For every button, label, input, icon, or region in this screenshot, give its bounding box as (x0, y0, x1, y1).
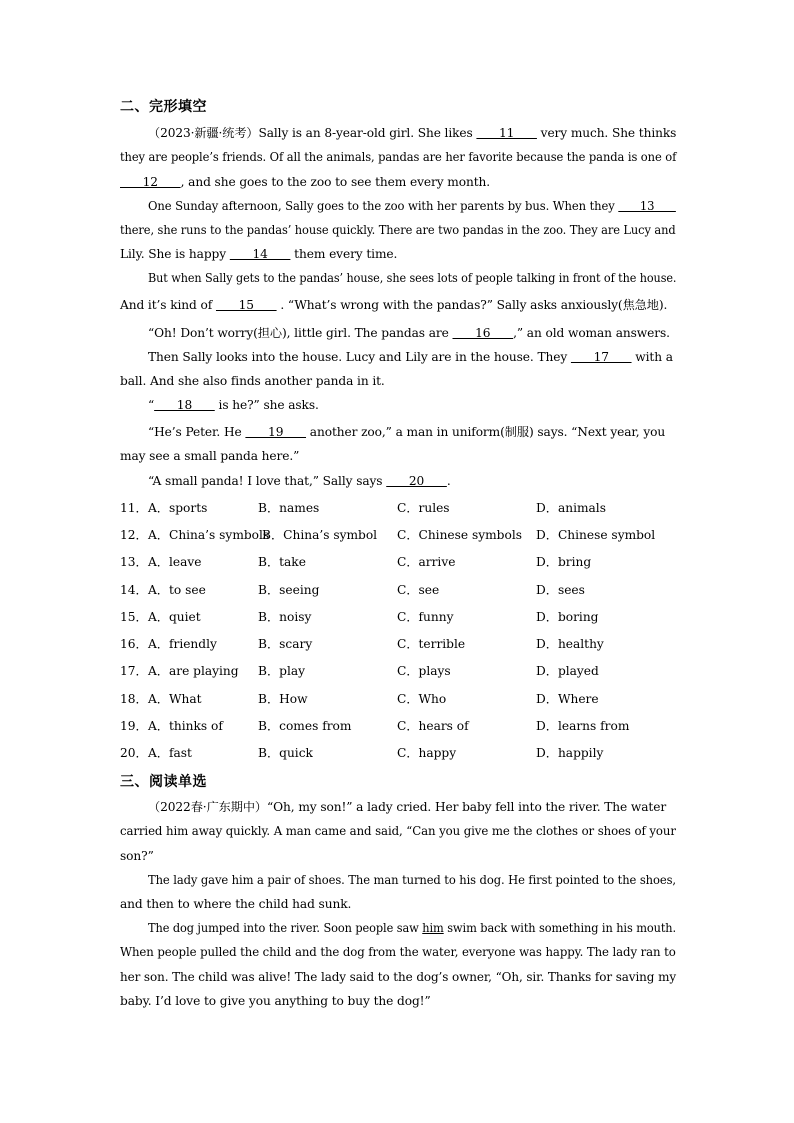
option-b: B．noisy (258, 610, 312, 624)
reading-line: The lady gave him a pair of shoes. The man turned to his dog. He first pointed to the shoes, (148, 873, 676, 887)
option-c: C．terrible (397, 637, 466, 651)
option-d: D．happily (536, 746, 604, 760)
passage-line: Then Sally looks into the house. Lucy and Lily are in the house. They 17 with a (148, 350, 673, 364)
passage-line: Lily. She is happy 14 them every time. (120, 247, 398, 261)
question-number: 14． (120, 583, 148, 597)
reading-line: baby. I’d love to give you anything to buy the dog!” (120, 994, 431, 1008)
option-d: D．learns from (536, 719, 630, 733)
reading-line: When people pulled the child and the dog from the water, everyone was happy. The lady ran to (120, 945, 676, 959)
blank-19: 19 (245, 425, 307, 439)
blank-11: 11 (476, 126, 537, 140)
option-c: C．funny (397, 610, 454, 624)
option-d: D．boring (536, 610, 599, 624)
passage-line: 12 , and she goes to the zoo to see them every month. (120, 175, 491, 189)
blank-13: 13 (618, 199, 676, 213)
option-a: A．leave (148, 555, 202, 569)
question-number: 15． (120, 610, 148, 624)
option-b: B．take (258, 555, 306, 569)
option-a: A．to see (148, 583, 206, 597)
question-number: 11． (120, 501, 148, 515)
passage-line: “He’s Peter. He 19 another zoo,” a man in uniform(制服) says. “Next year, you (148, 425, 666, 439)
passage-line: “Oh! Don’t worry(担心), little girl. The pandas are 16 ,” an old woman answers. (148, 326, 670, 340)
option-d: D．animals (536, 501, 606, 515)
option-c: C．plays (397, 664, 451, 678)
question-number: 18． (120, 692, 148, 706)
option-b: B．quick (258, 746, 313, 760)
passage-line: “A small panda! I love that,” Sally says 20 . (148, 474, 451, 488)
option-c: C．rules (397, 501, 450, 515)
reading-line: and then to where the child had sunk. (120, 897, 352, 911)
option-c: C．see (397, 583, 440, 597)
option-d: D．played (536, 664, 599, 678)
passage-line: One Sunday afternoon, Sally goes to the zoo with her parents by bus. When they 13 (148, 199, 676, 213)
blank-16: 16 (452, 326, 514, 340)
option-c: C．arrive (397, 555, 456, 569)
option-a: A．are playing (148, 664, 239, 678)
question-number: 16． (120, 637, 148, 651)
blank-15: 15 (215, 298, 277, 312)
option-a: A．thinks of (148, 719, 223, 733)
passage-line: they are people’s friends. Of all the animals, pandas are her favorite because the panda is one of (120, 150, 677, 164)
reading-line: （2022春·广东期中）“Oh, my son!” a lady cried. Her baby fell into the river. The water (148, 800, 667, 814)
option-d: D．sees (536, 583, 585, 597)
option-b: B．scary (258, 637, 313, 651)
blank-18: 18 (154, 398, 215, 412)
blank-14: 14 (229, 247, 291, 261)
reading-line: her son. The child was alive! The lady said to the dog’s owner, “Oh, sir. Thanks for saving my (120, 970, 676, 984)
option-a: A．sports (148, 501, 208, 515)
option-c: C．Chinese symbols (397, 528, 522, 542)
option-a: A．What (148, 692, 202, 706)
option-c: C．happy (397, 746, 457, 760)
option-c: C．hears of (397, 719, 469, 733)
question-number: 19． (120, 719, 148, 733)
underlined-word: him (422, 921, 444, 935)
passage-line: But when Sally gets to the pandas’ house, she sees lots of people talking in front of the house. (148, 271, 677, 285)
passage-line: there, she runs to the pandas’ house quickly. There are two pandas in the zoo. They are Lucy and (120, 223, 676, 237)
section-title-cloze: 二、完形填空 (120, 99, 207, 115)
question-number: 13． (120, 555, 148, 569)
blank-12: 12 (120, 175, 181, 189)
option-a: A．quiet (148, 610, 201, 624)
option-d: D．bring (536, 555, 592, 569)
option-b: B．comes from (258, 719, 352, 733)
question-number: 17． (120, 664, 148, 678)
option-b: B．How (258, 692, 308, 706)
option-b: B．China’s symbol (262, 528, 378, 542)
blank-17: 17 (570, 350, 632, 364)
question-number: 20． (120, 746, 148, 760)
reading-line: son?” (120, 849, 154, 863)
passage-line: “ 18 is he?” she asks. (148, 398, 319, 412)
passage-line: And it’s kind of 15 . “What’s wrong with the pandas?” Sally asks anxiously(焦急地). (120, 298, 668, 312)
passage-line: ball. And she also finds another panda in it. (120, 374, 385, 388)
option-c: C．Who (397, 692, 447, 706)
option-d: D．Chinese symbol (536, 528, 656, 542)
option-b: B．names (258, 501, 320, 515)
option-d: D．healthy (536, 637, 604, 651)
section-title-reading: 三、阅读单选 (120, 774, 207, 790)
option-a: A．China’s symbols (148, 528, 270, 542)
option-a: A．fast (148, 746, 192, 760)
option-d: D．Where (536, 692, 599, 706)
reading-line: The dog jumped into the river. Soon people saw him swim back with something in his mouth. (148, 921, 677, 935)
blank-20: 20 (386, 474, 447, 488)
passage-line: may see a small panda here.” (120, 449, 300, 463)
option-a: A．friendly (148, 637, 217, 651)
reading-line: carried him away quickly. A man came and said, “Can you give me the clothes or shoes of your (120, 824, 676, 838)
passage-line: （2023·新疆·统考）Sally is an 8-year-old girl. She likes 11 very much. She thinks (148, 126, 677, 140)
option-b: B．play (258, 664, 305, 678)
question-number: 12． (120, 528, 148, 542)
option-b: B．seeing (258, 583, 320, 597)
